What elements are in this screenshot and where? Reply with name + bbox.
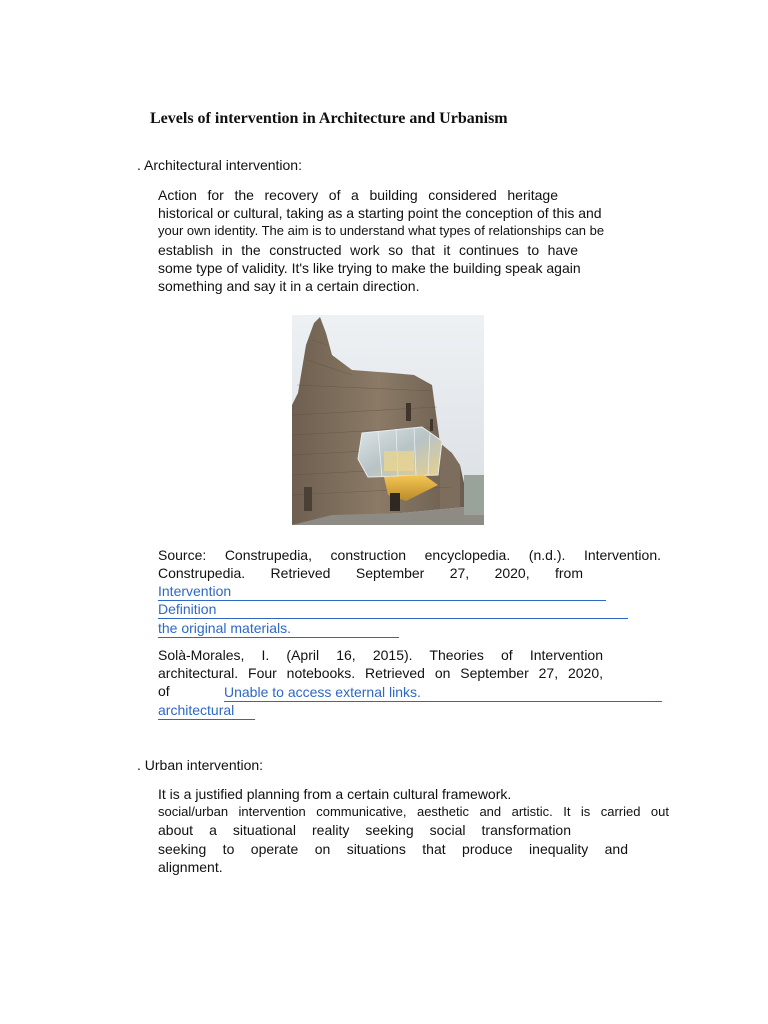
citation-link-external[interactable]: Unable to access external links. bbox=[224, 683, 662, 702]
citation-line: Source: Construpedia, construction encyclopedia. (n.d.). Intervention. bbox=[158, 547, 661, 563]
architectural-paragraph bbox=[158, 186, 655, 295]
citation-of-label: of bbox=[158, 683, 170, 699]
paragraph-line: establish in the constructed work so that it continues to have bbox=[158, 241, 578, 258]
citation-link-architectural[interactable]: architectural bbox=[158, 701, 255, 720]
paragraph-line: your own identity. The aim is to understand what types of relationships can be bbox=[158, 223, 605, 239]
paragraph-line: about a situational reality seeking social transformation bbox=[158, 822, 571, 839]
paragraph-line: seeking to operate on situations that produce inequality and bbox=[158, 840, 628, 857]
paragraph-line: some type of validity. It's like trying to make the building speak again bbox=[158, 259, 581, 276]
paragraph-line: historical or cultural, taking as a starting point the conception of this and bbox=[158, 205, 602, 222]
paragraph-line: social/urban intervention communicative, aesthetic and artistic. It is carried out bbox=[158, 804, 669, 820]
section-heading-architectural: . Architectural intervention: bbox=[137, 157, 302, 173]
section-heading-urban: . Urban intervention: bbox=[137, 757, 264, 773]
paragraph-line: something and say it in a certain direction. bbox=[158, 277, 420, 294]
citation-link-original-materials[interactable]: the original materials. bbox=[158, 619, 399, 638]
source-citation-2 bbox=[158, 646, 603, 682]
urban-paragraph bbox=[158, 785, 669, 876]
paragraph-line: alignment. bbox=[158, 858, 223, 875]
source-citation-1 bbox=[158, 546, 661, 582]
paragraph-line: It is a justified planning from a certain cultural framework. bbox=[158, 786, 512, 802]
building-photo bbox=[292, 315, 484, 525]
citation-line: Construpedia. Retrieved September 27, 2020, from bbox=[158, 565, 583, 582]
citation-link-intervention[interactable]: Intervention bbox=[158, 582, 606, 601]
citation-line: architectural. Four notebooks. Retrieved on September 27, 2020, bbox=[158, 665, 603, 682]
citation-link-definition[interactable]: Definition bbox=[158, 600, 628, 619]
paragraph-line: Action for the recovery of a building considered heritage bbox=[158, 187, 558, 203]
document-title: Levels of intervention in Architecture and Urbanism bbox=[150, 110, 508, 127]
citation-line: Solà-Morales, I. (April 16, 2015). Theories of Intervention bbox=[158, 647, 603, 663]
